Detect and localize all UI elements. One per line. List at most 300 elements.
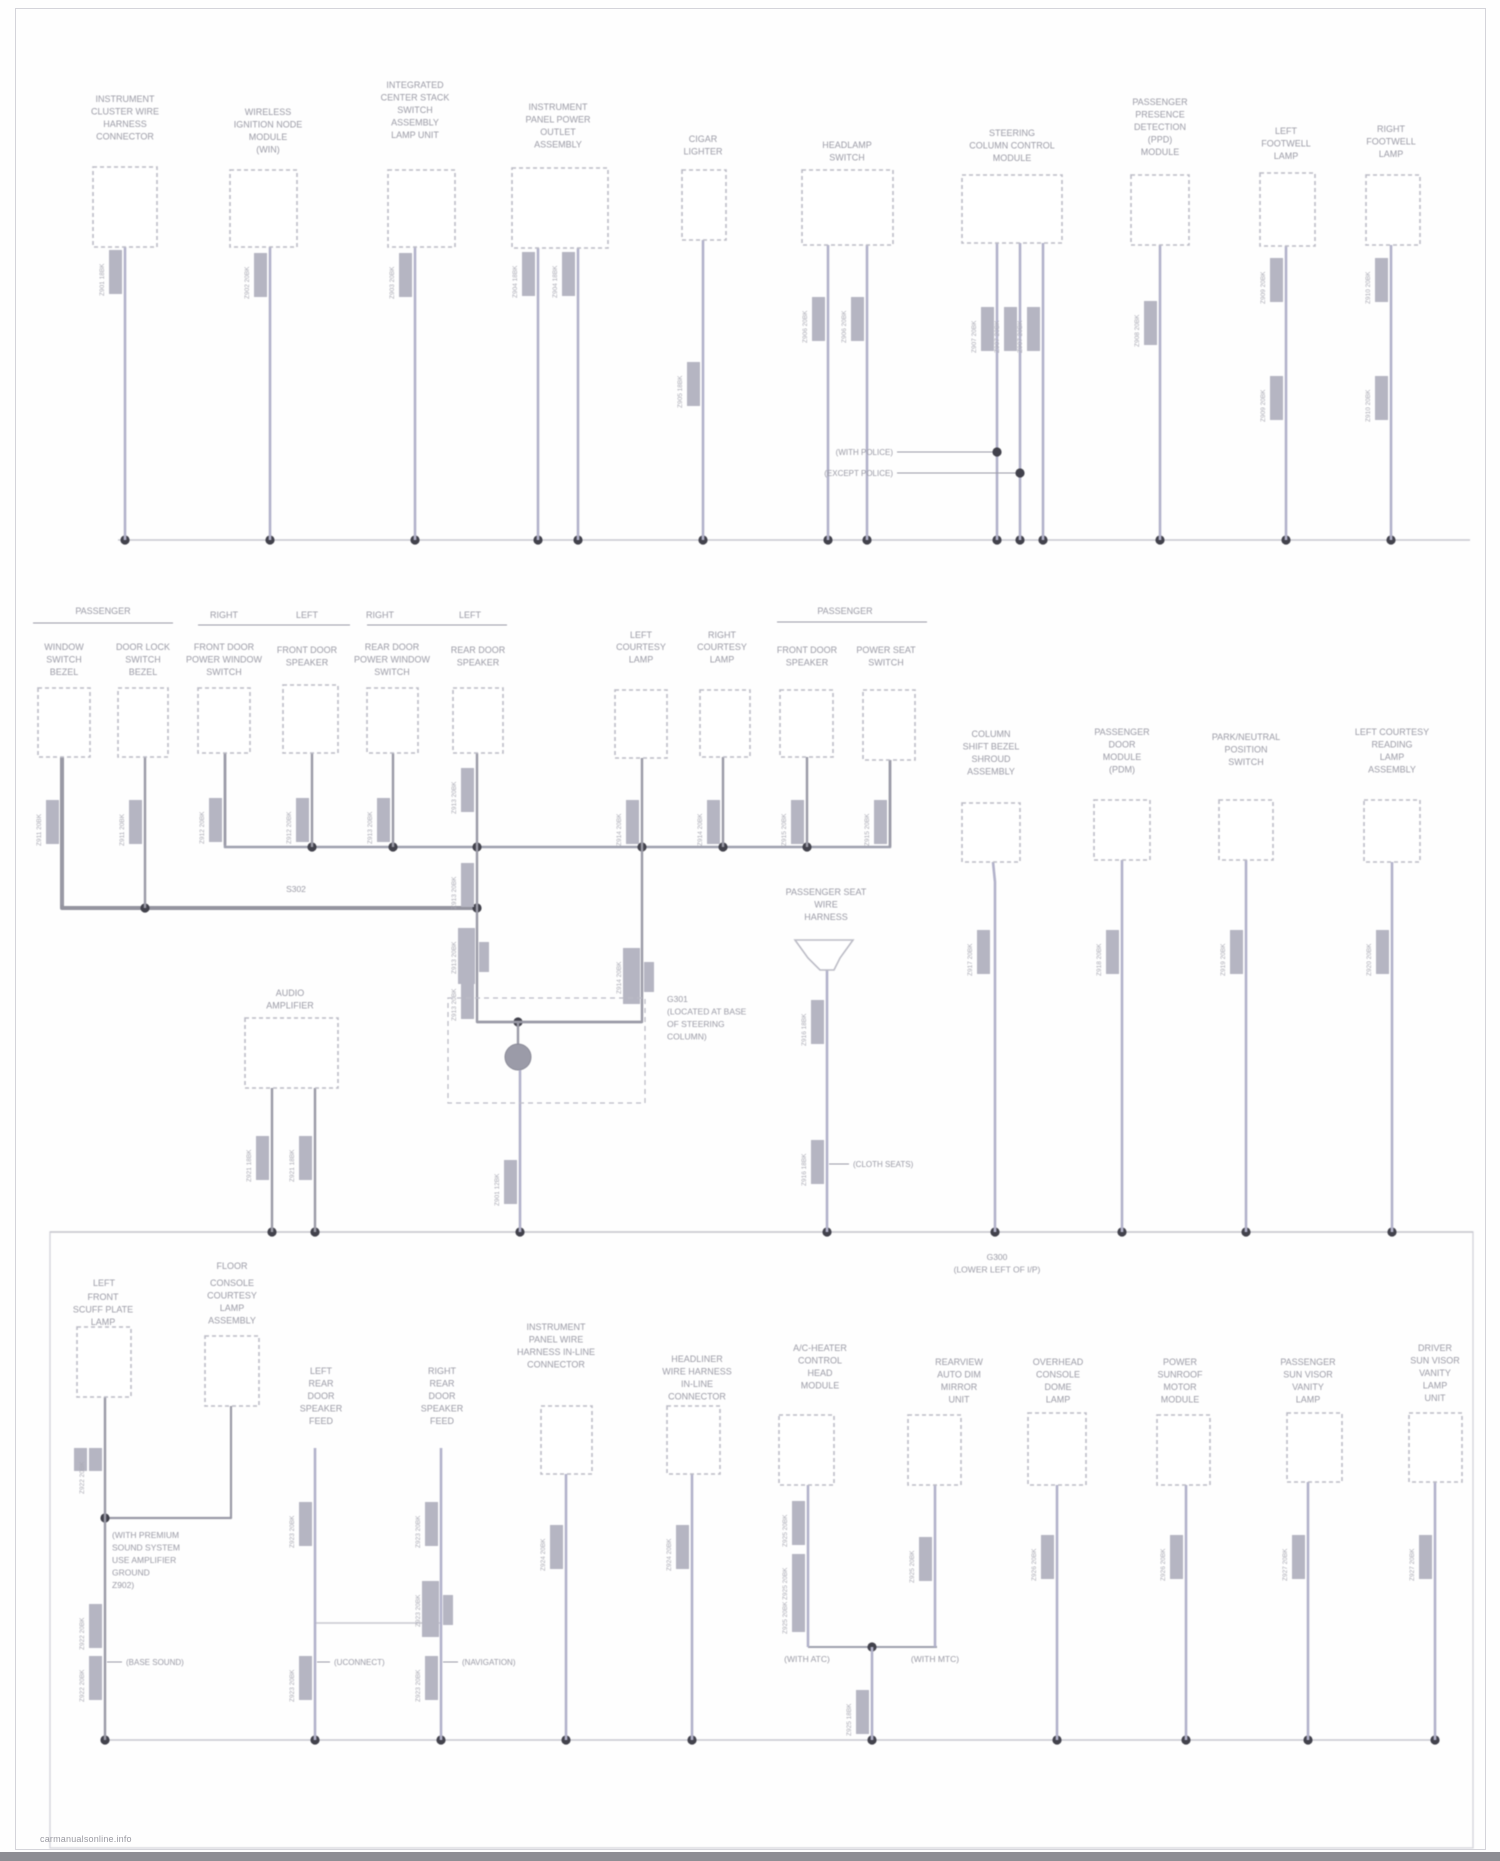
component-label-c8: (PPD) — [1147, 134, 1173, 145]
wire-code-label: Z907 20BK — [994, 320, 1001, 353]
wire-code-label: Z903 20BK — [389, 266, 396, 299]
component-label-b9: LAMP — [1045, 1394, 1071, 1405]
component-label-b8: UNIT — [948, 1394, 970, 1405]
wire-code-label: Z920 20BK — [1366, 943, 1373, 976]
splice-marker — [1041, 1535, 1054, 1579]
component-label-c2: (WIN) — [256, 144, 280, 155]
splice-bus-label: S302 — [286, 884, 306, 894]
wire-code-label: Z913 20BK — [451, 941, 458, 974]
component-box-g5 — [367, 688, 418, 753]
wire-code-label: Z902 20BK — [244, 266, 251, 299]
wire-code-label: Z923 20BK — [415, 1594, 422, 1627]
component-label-c5: LIGHTER — [683, 146, 723, 157]
component-label-c9: LEFT — [1274, 126, 1298, 136]
wire-code-label: Z911 20BK — [119, 813, 126, 846]
component-label-g4: SPEAKER — [285, 657, 329, 668]
component-label-g1: BEZEL — [49, 667, 79, 677]
splice-marker — [623, 948, 640, 1004]
component-label-b6: IN-LINE — [680, 1379, 714, 1389]
splice-marker — [479, 942, 489, 972]
wire-code-label: Z912 20BK — [199, 811, 206, 844]
component-label-g8: LAMP — [709, 654, 735, 665]
splice-marker — [707, 800, 720, 844]
splice-marker — [109, 250, 122, 294]
wire-code-label: Z912 20BK — [286, 811, 293, 844]
component-label-g12: DOOR — [1108, 739, 1136, 750]
component-label-c10: LAMP — [1378, 149, 1404, 159]
component-label-b12: LAMP — [1422, 1380, 1448, 1391]
component-label-b3: REAR — [308, 1378, 334, 1389]
component-label-c1: HARNESS — [103, 119, 147, 129]
component-label-c6: SWITCH — [829, 152, 865, 163]
component-box-b2 — [205, 1336, 259, 1406]
component-box-g6 — [453, 688, 503, 753]
component-box-c10 — [1366, 175, 1420, 245]
splice-marker — [129, 800, 142, 844]
component-box-g1 — [38, 688, 90, 757]
component-label-g3: SWITCH — [206, 667, 242, 677]
component-label-g12: (PDM) — [1109, 764, 1135, 775]
splice-marker — [399, 253, 412, 297]
component-box-g14 — [1364, 800, 1420, 862]
component-label-b6: HEADLINER — [671, 1354, 723, 1364]
component-box-b11 — [1287, 1413, 1342, 1482]
component-label-c9: FOOTWELL — [1261, 138, 1311, 149]
wire-code-label: Z916 18BK — [801, 1013, 808, 1046]
wire-code-label: Z923 20BK — [289, 1515, 296, 1548]
wire-code-label: Z924 20BK — [540, 1538, 547, 1571]
wire-code-label: Z926 20BK — [1160, 1548, 1167, 1581]
component-box-c1 — [93, 167, 157, 247]
splice-marker — [676, 1525, 689, 1569]
wire-code-label: Z901 18BK — [99, 263, 106, 296]
splice-marker — [644, 962, 654, 992]
wire-code-label: Z925 20BK — [909, 1550, 916, 1583]
g10-splice-leader: (CLOTH SEATS) — [853, 1160, 914, 1169]
splice-marker — [422, 1581, 439, 1637]
splice-marker — [981, 307, 994, 351]
wire-code-label: Z914 20BK — [616, 961, 623, 994]
splice-marker — [851, 297, 864, 341]
component-label-b11: SUN VISOR — [1283, 1369, 1333, 1380]
component-label-g14: LAMP — [1379, 752, 1405, 762]
splice-marker — [425, 1502, 438, 1546]
splice-marker — [254, 253, 267, 297]
wire-code-label: Z913 20BK — [367, 811, 374, 844]
component-wire — [993, 862, 995, 1232]
splice-marker — [1376, 930, 1389, 974]
bus2-ground-note: G300 — [986, 1252, 1008, 1262]
component-label-b10: MODULE — [1160, 1394, 1200, 1405]
splice-marker — [1144, 301, 1157, 345]
b7-joint-note: (WITH ATC) — [784, 1654, 830, 1664]
splice-marker — [812, 297, 825, 341]
component-box-g8 — [700, 690, 750, 757]
component-group-label: PASSENGER — [817, 606, 873, 616]
splice-marker — [1027, 307, 1040, 351]
component-label-g11: COLUMN — [971, 729, 1011, 739]
component-label-b9: CONSOLE — [1035, 1369, 1081, 1380]
stud-location-note: G301 — [667, 994, 688, 1004]
splice-bus-847 — [225, 753, 890, 847]
component-label-g4: FRONT DOOR — [276, 645, 338, 655]
component-box-b9 — [1028, 1413, 1086, 1485]
splice-marker — [461, 975, 474, 1019]
splice-marker — [792, 1501, 805, 1545]
component-label-g11: SHIFT BEZEL — [962, 741, 1020, 752]
component-label-b4: RIGHT — [428, 1366, 456, 1376]
component-label-b6: WIRE HARNESS — [662, 1366, 732, 1377]
wire-code-label: Z914 20BK — [616, 813, 623, 846]
section3-frame — [50, 1232, 1473, 1848]
wire-code-label: Z911 20BK — [36, 813, 43, 846]
component-label-b1: SCUFF PLATE — [72, 1304, 134, 1315]
component-label-b11: PASSENGER — [1280, 1357, 1336, 1367]
component-label-g12: PASSENGER — [1094, 727, 1150, 737]
wire-code-label: Z913 20BK — [451, 988, 458, 1021]
wire-code-label: Z923 20BK — [415, 1515, 422, 1548]
component-label-c3: SWITCH — [397, 105, 433, 115]
splice-marker — [299, 1656, 312, 1700]
component-label-b8: AUTO DIM — [937, 1369, 981, 1380]
component-box-c3 — [388, 170, 455, 247]
component-label-g13: POSITION — [1224, 744, 1268, 755]
component-label-b4: FEED — [429, 1416, 455, 1426]
component-label-g11: SHROUD — [971, 754, 1011, 764]
component-label-g1: WINDOW — [44, 642, 84, 652]
splice-marker — [522, 252, 535, 296]
component-label-b2: CONSOLE — [209, 1278, 255, 1288]
component-label-g14: ASSEMBLY — [1368, 764, 1416, 775]
component-label-g11: ASSEMBLY — [967, 766, 1015, 777]
splice-marker — [1375, 258, 1388, 302]
component-label-c8: PRESENCE — [1135, 109, 1185, 120]
splice-marker — [874, 800, 887, 844]
splice-marker — [811, 1140, 824, 1184]
b1-note: Z902) — [112, 1580, 135, 1590]
component-label-g2: BEZEL — [128, 667, 158, 677]
wire-code-label: Z904 18BK — [512, 265, 519, 298]
component-label-b9: DOME — [1044, 1382, 1072, 1392]
component-label-c6: HEADLAMP — [822, 140, 872, 150]
component-box-b10 — [1157, 1415, 1210, 1485]
wire-code-label: Z916 18BK — [801, 1153, 808, 1186]
component-box-g2 — [118, 688, 168, 757]
component-label-g10: PASSENGER SEAT — [785, 887, 867, 897]
component-label-c8: PASSENGER — [1132, 97, 1188, 107]
component-label-b7: CONTROL — [797, 1355, 843, 1366]
component-box-b5 — [541, 1406, 592, 1474]
component-box-c8 — [1131, 175, 1189, 245]
component-label-g14: LEFT COURTESY — [1354, 727, 1430, 737]
b1-note: SOUND SYSTEM — [112, 1542, 181, 1553]
join-1518 — [105, 1406, 231, 1518]
junction-dot — [992, 447, 1001, 456]
wire-code-label: Z908 20BK — [1134, 314, 1141, 347]
b1-splice-leader: (BASE SOUND) — [126, 1658, 184, 1667]
component-label-b9: OVERHEAD — [1032, 1357, 1084, 1367]
splice-marker — [1106, 930, 1119, 974]
component-label-g8: COURTESY — [697, 642, 747, 652]
component-label-c3: LAMP UNIT — [391, 130, 439, 140]
splice-marker — [856, 1690, 869, 1734]
component-group-label: RIGHT — [366, 610, 394, 620]
component-label-c2: IGNITION NODE — [233, 119, 303, 130]
b1-note: USE AMPLIFIER — [112, 1555, 177, 1565]
wire-code-label: Z907 20BK — [1017, 320, 1024, 353]
wire-code-label: Z907 20BK — [971, 320, 978, 353]
splice-marker — [919, 1537, 932, 1581]
component-label-c2: MODULE — [248, 132, 288, 142]
component-label-g9a: FRONT DOOR — [776, 645, 838, 655]
wire-code-label: Z922 20BK — [79, 1461, 86, 1494]
component-group-label: RIGHT — [210, 610, 238, 620]
component-label-b10: POWER — [1162, 1357, 1198, 1367]
watermark-text: carmanualsonline.info — [40, 1834, 132, 1844]
splice-marker — [791, 800, 804, 844]
component-label-g10: HARNESS — [804, 912, 848, 922]
component-label-b7: HEAD — [807, 1368, 833, 1378]
component-box-b12 — [1409, 1413, 1462, 1482]
component-label-b2: LAMP — [219, 1303, 245, 1313]
component-label-c9: LAMP — [1273, 151, 1299, 161]
component-label-g7: LAMP — [628, 654, 654, 665]
wire-code-label: Z919 20BK — [1220, 943, 1227, 976]
component-label-c4: INSTRUMENT — [528, 102, 588, 112]
component-label-b12: VANITY — [1419, 1368, 1451, 1378]
component-label-g9a: SPEAKER — [785, 657, 829, 668]
b3-splice-leader: (UCONNECT) — [334, 1658, 385, 1667]
wire-code-label: Z923 20BK — [415, 1669, 422, 1702]
component-box-c4 — [512, 168, 608, 248]
component-label-b2: ASSEMBLY — [208, 1315, 256, 1326]
component-label-c1: CONNECTOR — [96, 131, 154, 142]
component-group-label: LEFT — [92, 1278, 116, 1288]
component-box-b6 — [667, 1406, 720, 1474]
component-label-b7: A/C-HEATER — [793, 1343, 847, 1353]
splice-marker — [977, 930, 990, 974]
component-label-b1: LAMP — [90, 1317, 116, 1327]
splice-marker — [461, 768, 474, 812]
component-label-b4: SPEAKER — [420, 1403, 464, 1414]
component-label-c4: ASSEMBLY — [534, 139, 582, 150]
splice-marker — [461, 863, 474, 907]
component-label-g6: SPEAKER — [456, 657, 500, 668]
component-box-c7 — [962, 175, 1062, 243]
splice-marker — [1270, 376, 1283, 420]
component-label-b12: SUN VISOR — [1410, 1355, 1460, 1366]
splice-marker — [377, 798, 390, 842]
component-label-b1: FRONT — [87, 1292, 119, 1302]
splice-marker — [209, 798, 222, 842]
splice-marker — [296, 798, 309, 842]
wire-code-label: Z923 20BK — [289, 1669, 296, 1702]
component-label-c1: INSTRUMENT — [95, 94, 155, 104]
splice-marker — [792, 1588, 805, 1632]
component-label-c10: FOOTWELL — [1366, 136, 1416, 147]
component-label-b6: CONNECTOR — [668, 1391, 726, 1402]
wire-code-label: Z917 20BK — [967, 943, 974, 976]
junction-dot — [1015, 468, 1024, 477]
component-label-b12: DRIVER — [1417, 1343, 1453, 1353]
wire-code-label: Z915 20BK — [781, 813, 788, 846]
connector-funnel-g10 — [795, 940, 853, 970]
wire-code-label: Z926 20BK — [1031, 1548, 1038, 1581]
splice-marker — [811, 1000, 824, 1044]
stud-location-note: (LOCATED AT BASE — [667, 1006, 747, 1017]
b1-note: GROUND — [112, 1567, 150, 1578]
component-box-c5 — [682, 170, 726, 240]
component-label-g5: REAR DOOR — [364, 642, 420, 652]
component-label-c4: PANEL POWER — [525, 114, 591, 125]
wire-code-label: Z925 18BK — [846, 1703, 853, 1736]
component-label-g1: SWITCH — [46, 654, 82, 665]
component-label-g3: FRONT DOOR — [193, 642, 255, 652]
splice-marker — [89, 1448, 102, 1471]
component-label-b8: REARVIEW — [935, 1357, 983, 1367]
splice-marker — [256, 1136, 269, 1180]
component-label-g2: DOOR LOCK — [115, 642, 171, 652]
component-label-b7: MODULE — [800, 1380, 840, 1391]
component-box-g4 — [283, 685, 338, 753]
wire-code-label: Z909 20BK — [1260, 389, 1267, 422]
component-label-c3: CENTER STACK — [380, 92, 450, 103]
component-box-b1 — [77, 1327, 131, 1397]
b1-note: (WITH PREMIUM — [112, 1530, 180, 1540]
wire-code-label: Z904 18BK — [552, 265, 559, 298]
stud-location-note: OF STEERING — [667, 1019, 725, 1029]
wire-code-label: Z925 20BK — [782, 1567, 789, 1600]
component-box-g12 — [1094, 800, 1150, 860]
component-label-c1: CLUSTER WIRE — [90, 106, 160, 117]
splice-marker — [425, 1656, 438, 1700]
component-label-b10: SUNROOF — [1157, 1369, 1203, 1380]
component-label-b8: MIRROR — [940, 1382, 978, 1392]
wire-code-label: Z909 20BK — [1260, 271, 1267, 304]
splice-marker — [626, 800, 639, 844]
splice-marker — [504, 1160, 517, 1204]
component-box-g9a — [780, 690, 833, 757]
bus2-ground-note: (LOWER LEFT OF I/P) — [953, 1264, 1041, 1275]
component-label-c2: WIRELESS — [244, 107, 292, 117]
splice-marker — [562, 252, 575, 296]
component-box-g3 — [198, 688, 250, 753]
component-label-c10: RIGHT — [1377, 124, 1405, 134]
wire-code-label: Z905 18BK — [677, 375, 684, 408]
component-group-label: RIGHT — [708, 630, 736, 640]
component-label-g6: REAR DOOR — [450, 645, 506, 655]
component-box-c6 — [802, 170, 893, 245]
wire-code-label: Z906 20BK — [841, 310, 848, 343]
wire-code-label: Z913 20BK — [451, 876, 458, 909]
component-label-c5: CIGAR — [688, 134, 718, 144]
component-label-g5: SWITCH — [374, 667, 410, 677]
component-label-b10: MOTOR — [1163, 1382, 1197, 1392]
splice-marker — [443, 1595, 453, 1625]
component-box-b8 — [908, 1415, 961, 1485]
component-label-g9b: SWITCH — [868, 657, 904, 668]
splice-marker — [1419, 1535, 1432, 1579]
component-label-g9b: POWER SEAT — [856, 645, 916, 655]
component-label-g13: PARK/NEUTRAL — [1211, 732, 1281, 742]
b4-splice-leader: (NAVIGATION) — [462, 1658, 516, 1667]
component-box-g9b — [863, 690, 915, 760]
page-bottom-bar — [0, 1852, 1500, 1861]
component-label-g2: SWITCH — [125, 654, 161, 665]
splice-marker — [89, 1604, 102, 1648]
wire-code-label: Z921 18BK — [289, 1149, 296, 1182]
component-label-b4: REAR — [429, 1378, 455, 1389]
wire-code-label: Z910 20BK — [1365, 389, 1372, 422]
wire-code-label: Z910 20BK — [1365, 271, 1372, 304]
component-label-g3: POWER WINDOW — [186, 654, 262, 665]
component-label-c7: STEERING — [988, 128, 1036, 138]
component-box-c9 — [1260, 173, 1315, 246]
splice-marker — [89, 1656, 102, 1700]
component-label-b3: LEFT — [309, 1366, 333, 1376]
wire-code-label: Z922 20BK — [79, 1669, 86, 1702]
component-box-c2 — [230, 170, 297, 247]
component-label-b5: INSTRUMENT — [526, 1322, 586, 1332]
wire-code-label: Z924 20BK — [666, 1538, 673, 1571]
wire-code-label: Z925 20BK — [782, 1514, 789, 1547]
component-label-g14: READING — [1371, 739, 1413, 750]
splice-marker — [1270, 258, 1283, 302]
component-box-g13 — [1219, 800, 1273, 860]
splice-marker — [1292, 1535, 1305, 1579]
component-label-b5: CONNECTOR — [527, 1359, 585, 1370]
component-label-g12: MODULE — [1102, 752, 1142, 762]
component-label-c4: OUTLET — [540, 127, 576, 137]
component-label-b3: DOOR — [307, 1391, 335, 1401]
component-box-g7 — [615, 690, 667, 758]
splice-marker — [1230, 930, 1243, 974]
component-label-g13: SWITCH — [1228, 757, 1264, 767]
component-label-amp: AMPLIFIER — [266, 1000, 314, 1011]
wire-code-label: Z906 20BK — [802, 310, 809, 343]
component-label-c3: INTEGRATED — [386, 80, 444, 90]
b8-joint-note: (WITH MTC) — [910, 1654, 960, 1664]
wire-code-label: Z901 12BK — [494, 1173, 501, 1206]
wire-code-label: Z925 20BK — [782, 1601, 789, 1634]
component-group-label: LEFT — [629, 630, 653, 640]
wire-code-label: Z922 20BK — [79, 1617, 86, 1650]
component-group-label: FLOOR — [216, 1261, 248, 1271]
component-label-c7: COLUMN CONTROL — [969, 140, 1055, 151]
component-label-b12: UNIT — [1424, 1393, 1446, 1403]
component-label-b3: SPEAKER — [299, 1403, 343, 1414]
component-label-b11: LAMP — [1295, 1394, 1321, 1405]
component-label-g7: COURTESY — [616, 642, 666, 652]
wire-code-label: Z918 20BK — [1096, 943, 1103, 976]
component-label-b5: PANEL WIRE — [528, 1334, 584, 1345]
stud-location-note: COLUMN) — [667, 1031, 707, 1042]
component-group-label: LEFT — [458, 610, 482, 620]
component-label-b11: VANITY — [1292, 1382, 1324, 1392]
splice-marker — [299, 1502, 312, 1546]
component-label-c8: MODULE — [1140, 147, 1180, 157]
component-label-g5: POWER WINDOW — [354, 654, 430, 665]
splice-marker — [1004, 307, 1017, 351]
splice-marker — [46, 800, 59, 844]
c7-splice-leader-2: (EXCEPT POLICE) — [824, 469, 893, 478]
component-label-g10: WIRE — [814, 899, 838, 910]
component-label-amp: AUDIO — [275, 988, 305, 998]
splice-marker — [299, 1136, 312, 1180]
wire-code-label: Z915 20BK — [864, 813, 871, 846]
component-label-b5: HARNESS IN-LINE — [516, 1347, 596, 1357]
splice-marker — [550, 1525, 563, 1569]
